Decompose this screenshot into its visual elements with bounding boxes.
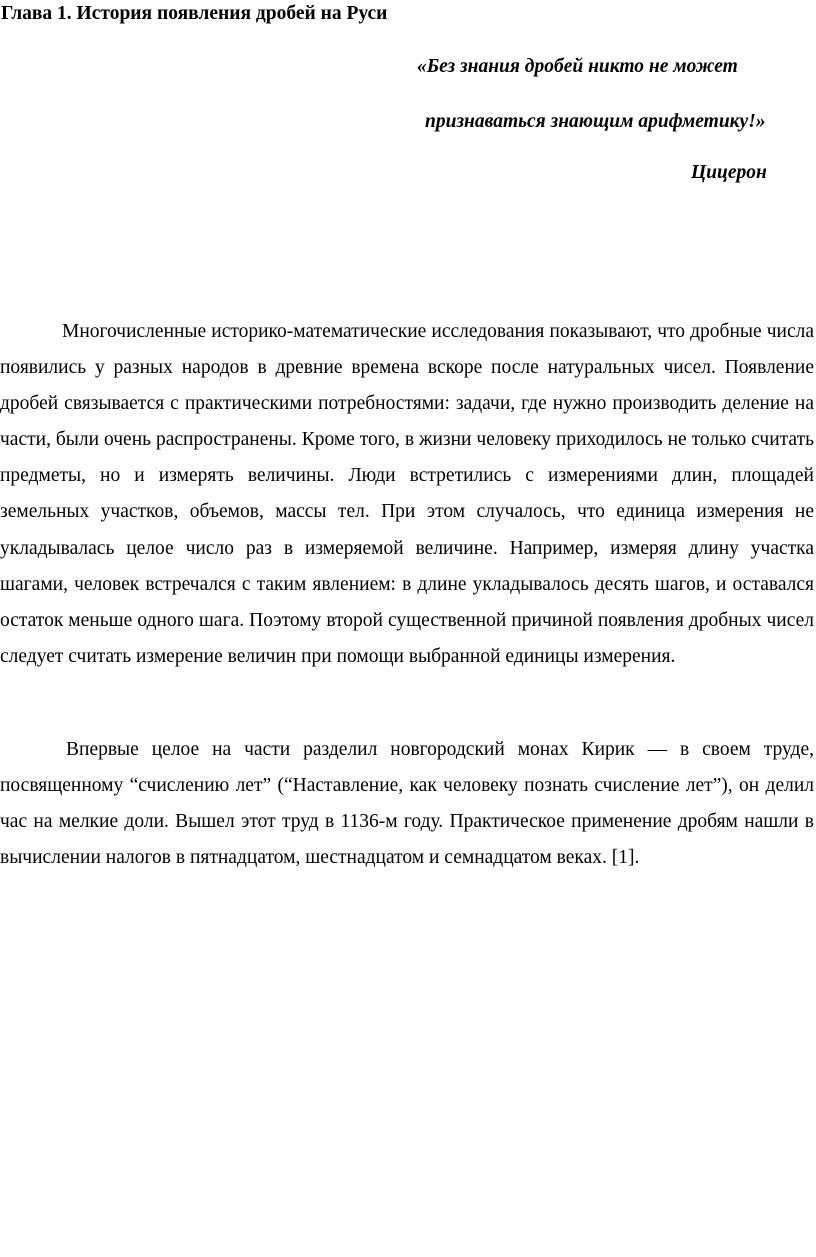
body-paragraph-1: Многочисленные историко-математические исследования показывают, что дробные числа появились у разных народов в древние времена вскоре после натуральных чисел. Появление дробей связывается с практическими потребностями: задачи, где нужно производить деление на части, были очень распространены. Кроме того, в жизни человеку приходилось не только считать предметы, но и измерять величины. Люди встретились с измерениями длин, площадей земельных участков, объемов, массы тел. При этом случалось, что единица измерения не укладывалась целое число раз в измеряемой величине. Например, измеряя длину участка шагами, человек встречался с таким явлением: в длине укладывалось десять шагов, и оставался остаток меньше одного шага. Поэтому второй существенной причиной появления дробных чисел следует считать измерение величин при помощи выбранной единицы измерения.: [0, 321, 814, 667]
epigraph-author: Цицерон: [691, 162, 767, 183]
body-paragraph-2: Впервые целое на части разделил новгородский монах Кирик — в своем труде, посвященному “счислению лет” (“Наставление, как человеку познать счисление лет”), он делил час на мелкие доли. Вышел этот труд в 1136-м году. Практическое применение дробям нашли в вычислении налогов в пятнадцатом, шестнадцатом и семнадцатом веках. [1].: [0, 739, 814, 869]
epigraph-quote-line-2: признаваться знающим арифметику!»: [425, 111, 766, 132]
epigraph-quote-line-1: «Без знания дробей никто не может: [417, 56, 738, 77]
chapter-title: Глава 1. История появления дробей на Руси: [1, 3, 388, 24]
